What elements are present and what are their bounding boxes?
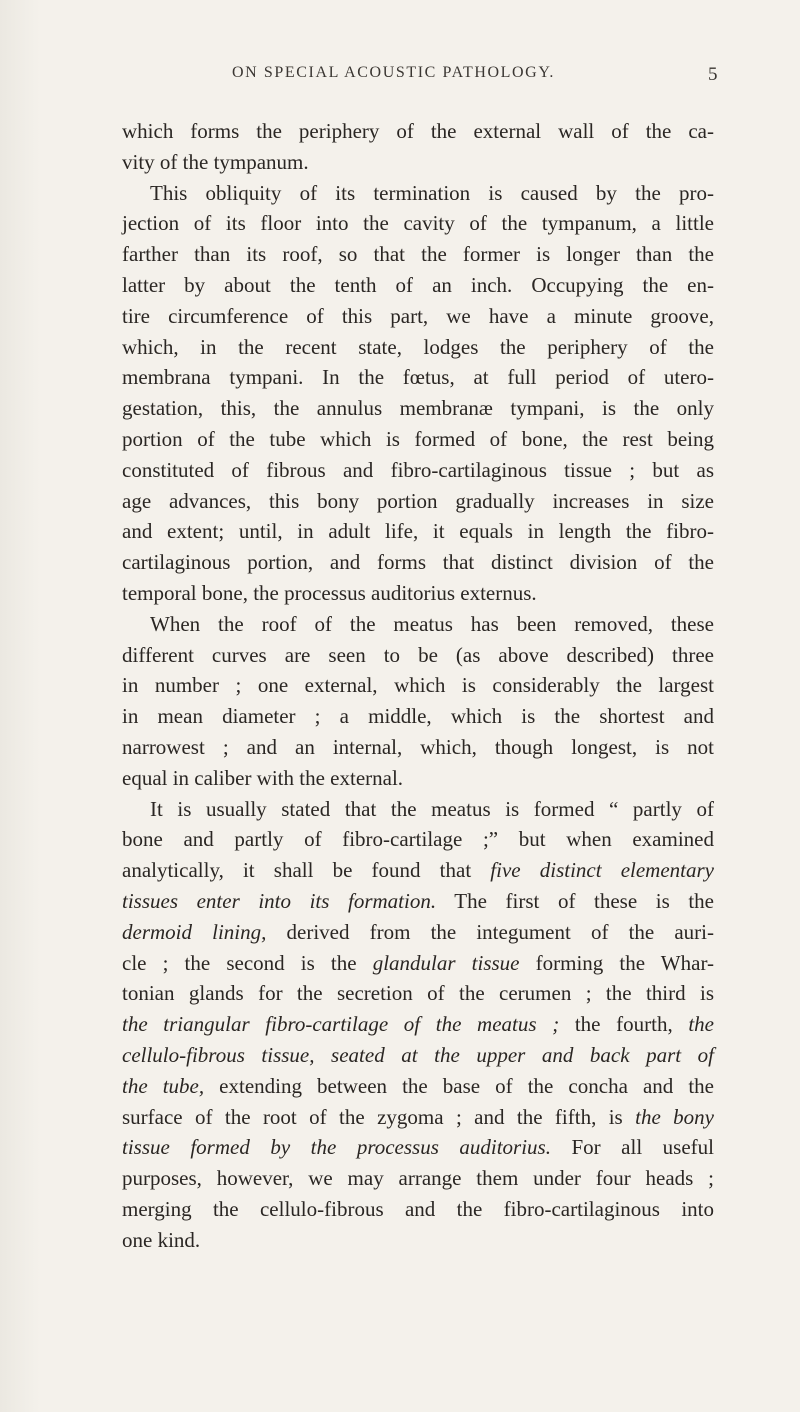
text-run: which, in the recent state, lodges the periphery of the <box>122 334 714 359</box>
text-run: When the roof of the meatus has been removed, these <box>150 611 714 636</box>
text-line <box>122 1132 714 1163</box>
text-run: which forms the periphery of the external wall of the ca- <box>122 119 714 143</box>
text-line <box>122 1194 714 1225</box>
italic-text: five distinct elementary <box>490 858 714 883</box>
text-line <box>122 486 714 517</box>
text-run: in mean diameter ; a middle, which is the shortest and <box>122 704 714 729</box>
text-run: The first of these is the <box>436 888 714 913</box>
text-run: cartilaginous portion, and forms that distinct division of the <box>122 550 714 575</box>
text-line <box>122 147 714 178</box>
text-line <box>122 301 714 332</box>
text-line <box>122 578 714 609</box>
text-line <box>122 978 714 1009</box>
text-line <box>122 239 714 270</box>
text-run: farther than its roof, so that the former is longer than the <box>122 242 714 267</box>
italic-text: glandular tissue <box>372 950 520 975</box>
text-line <box>122 917 714 948</box>
text-line <box>122 1040 714 1071</box>
text-line <box>122 855 714 886</box>
italic-text: the tube, <box>122 1073 205 1098</box>
text-line <box>122 424 714 455</box>
page-number: 5 <box>708 64 718 85</box>
text-run: one kind. <box>122 1227 201 1252</box>
text-line <box>122 1225 714 1256</box>
text-line <box>122 609 714 640</box>
italic-text: cellulo-fibrous tissue, seated at the upper and back part of <box>122 1042 714 1067</box>
text-run: extending between the base of the concha and the <box>204 1073 714 1098</box>
text-run: This obliquity of its termination is caused by the pro- <box>150 180 714 205</box>
text-line <box>122 332 714 363</box>
text-run: tire circumference of this part, we have a minute groove, <box>122 303 714 328</box>
text-run: and extent; until, in adult life, it equals in length the fibro- <box>122 519 714 544</box>
italic-text: the <box>688 1012 714 1037</box>
text-run: membrana tympani. In the fœtus, at full period of utero- <box>122 365 714 390</box>
text-run: surface of the root of the zygoma ; and the fifth, is <box>122 1104 636 1129</box>
text-run: portion of the tube which is formed of bone, the rest being <box>122 426 714 451</box>
body-text <box>122 116 714 1255</box>
text-line <box>122 1071 714 1102</box>
text-line <box>122 948 714 979</box>
italic-text: the bony <box>635 1104 714 1129</box>
italic-text: tissues enter into its formation. <box>122 888 437 913</box>
text-run: For all useful <box>550 1135 714 1160</box>
text-line <box>122 178 714 209</box>
italic-text: tissue formed by the processus auditorius. <box>122 1135 551 1160</box>
text-line <box>122 208 714 239</box>
italic-text: dermoid lining, <box>122 919 267 944</box>
text-line <box>122 116 714 147</box>
text-run: age advances, this bony portion gradually increases in size <box>122 488 714 513</box>
text-run: tonian glands for the secretion of the cerumen ; the third is <box>122 981 714 1006</box>
text-run: It is usually stated that the meatus is formed “ partly of <box>150 796 714 821</box>
text-run: bone and partly of fibro-cartilage ;” but when examined <box>122 827 714 852</box>
text-line <box>122 763 714 794</box>
text-line <box>122 824 714 855</box>
italic-text: the triangular fibro-cartilage of the meatus ; <box>122 1012 560 1037</box>
text-run: purposes, however, we may arrange them under four heads ; <box>122 1166 714 1191</box>
text-line <box>122 670 714 701</box>
text-run: merging the cellulo-fibrous and the fibro-cartilaginous into <box>122 1196 714 1221</box>
text-run: temporal bone, the processus auditorius externus. <box>122 580 537 605</box>
text-line <box>122 1102 714 1133</box>
text-line <box>122 1009 714 1040</box>
text-line <box>122 1163 714 1194</box>
text-line <box>122 640 714 671</box>
text-run: vity of the tympanum. <box>122 149 309 174</box>
text-run: jection of its floor into the cavity of the tympanum, a little <box>122 211 714 236</box>
text-run: narrowest ; and an internal, which, though longest, is not <box>122 734 714 759</box>
running-head <box>0 64 800 94</box>
text-run: forming the Whar- <box>519 950 715 975</box>
text-line <box>122 732 714 763</box>
text-line <box>122 794 714 825</box>
text-run: latter by about the tenth of an inch. Occupying the en- <box>122 272 714 297</box>
text-line <box>122 455 714 486</box>
text-run: analytically, it shall be found that <box>122 858 491 883</box>
text-line <box>122 270 714 301</box>
text-run: cle ; the second is the <box>122 950 373 975</box>
text-line <box>122 393 714 424</box>
text-run: constituted of fibrous and fibro-cartilaginous tissue ; but as <box>122 457 714 482</box>
text-run: in number ; one external, which is considerably the largest <box>122 673 714 698</box>
text-run: gestation, this, the annulus membranæ tympani, is the only <box>122 396 714 421</box>
text-run: different curves are seen to be (as above described) three <box>122 642 714 667</box>
text-line <box>122 516 714 547</box>
running-head-title: ON SPECIAL ACOUSTIC PATHOLOGY. <box>232 64 556 81</box>
text-line <box>122 886 714 917</box>
text-line <box>122 362 714 393</box>
text-run: the fourth, <box>559 1012 689 1037</box>
text-line <box>122 547 714 578</box>
text-run: derived from the integument of the auri- <box>266 919 715 944</box>
text-line <box>122 701 714 732</box>
text-run: equal in caliber with the external. <box>122 765 404 790</box>
